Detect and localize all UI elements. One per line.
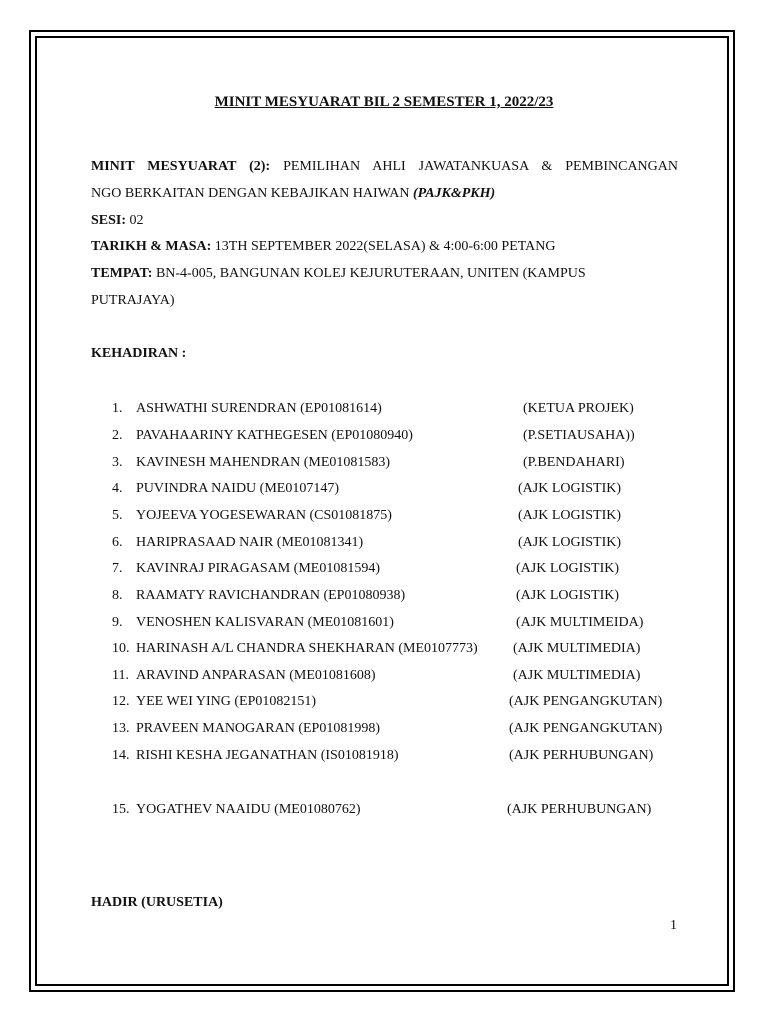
attendee-number: 9. [112,615,123,630]
attendee-number: 1. [112,401,123,416]
kehadiran-heading: KEHADIRAN : [91,346,187,361]
attendee-name: YOJEEVA YOGESEWARAN (CS01081875) [136,508,392,523]
attendee-name: PAVAHAARINY KATHEGESEN (EP01080940) [136,428,413,443]
attendee-role: (P.BENDAHARI) [523,455,625,470]
attendee-name: VENOSHEN KALISVARAN (ME01081601) [136,615,394,630]
attendee-role: (AJK PENGANGKUTAN) [509,721,663,736]
sesi-line [91,214,144,228]
attendee-number: 8. [112,588,123,603]
attendee-name: RAAMATY RAVICHANDRAN (EP01080938) [136,588,406,603]
tarikh-value: 13TH SEPTEMBER 2022(SELASA) & 4:00-6:00 PETANG [214,239,556,254]
attendee-name: HARINASH A/L CHANDRA SHEKHARAN (ME0107773) [136,641,478,656]
minit-line-1 [91,160,678,174]
attendee-role: (AJK LOGISTIK) [516,561,620,576]
attendee-number: 14. [112,748,130,763]
attendee-number: 10. [112,641,130,656]
tempat-value-line2: PUTRAJAYA) [91,293,175,308]
attendee-number: 13. [112,721,130,736]
attendee-number: 12. [112,694,130,709]
attendee-number: 2. [112,428,123,443]
attendee-role: (AJK MULTIMEDIA) [513,668,641,683]
tempat-label: TEMPAT: [91,266,153,281]
minit-abbr: (PAJK&PKH) [413,186,496,201]
attendee-number: 4. [112,481,123,496]
attendee-name: YEE WEI YING (EP01082151) [136,694,317,709]
attendee-role: (P.SETIAUSAHA)) [523,428,635,443]
attendee-name: KAVINRAJ PIRAGASAM (ME01081594) [136,561,380,576]
minit-text-line1: PEMILIHAN AHLI JAWATANKUASA & PEMBINCANGAN [283,159,678,174]
attendee-role: (AJK PERHUBUNGAN) [509,748,654,763]
attendee-role: (AJK LOGISTIK) [518,481,622,496]
sesi-label: SESI: [91,213,127,228]
document-title: MINIT MESYUARAT BIL 2 SEMESTER 1, 2022/23 [214,94,554,110]
attendee-number: 7. [112,561,123,576]
attendee-number: 5. [112,508,123,523]
tempat-value-line1: BN-4-005, BANGUNAN KOLEJ KEJURUTERAAN, UNITEN (KAMPUS [155,266,586,281]
attendee-role: (AJK LOGISTIK) [518,508,622,523]
attendee-name: YOGATHEV NAAIDU (ME01080762) [136,802,361,817]
attendee-name: ARAVIND ANPARASAN (ME01081608) [136,668,376,683]
tempat-line-1 [91,267,586,281]
attendee-name: ASHWATHI SURENDRAN (EP01081614) [136,401,382,416]
attendee-role: (AJK PERHUBUNGAN) [507,802,652,817]
attendee-number: 3. [112,455,123,470]
attendee-name: HARIPRASAAD NAIR (ME01081341) [136,535,364,550]
attendee-name: PUVINDRA NAIDU (ME0107147) [136,481,339,496]
attendee-name: RISHI KESHA JEGANATHAN (IS01081918) [136,748,399,763]
attendee-name: PRAVEEN MANOGARAN (EP01081998) [136,721,380,736]
attendee-role: (KETUA PROJEK) [523,401,634,416]
hadir-heading: HADIR (URUSETIA) [91,895,223,910]
attendee-number: 15. [112,802,130,817]
attendee-role: (AJK MULTIMEDIA) [513,641,641,656]
attendee-role: (AJK LOGISTIK) [518,535,622,550]
attendee-role: (AJK PENGANGKUTAN) [509,694,663,709]
sesi-value: 02 [129,213,144,228]
minit-text-line2: NGO BERKAITAN DENGAN KEBAJIKAN HAIWAN [91,186,410,201]
tempat-line-2 [91,294,175,308]
page-number: 1 [670,918,677,933]
attendee-role: (AJK MULTIMEIDA) [516,615,644,630]
attendee-number: 11. [112,668,129,683]
attendee-name: KAVINESH MAHENDRAN (ME01081583) [136,455,391,470]
tarikh-line [91,240,556,254]
tarikh-label: TARIKH & MASA: [91,239,212,254]
minit-label: MINIT MESYUARAT (2): [91,159,271,174]
attendee-role: (AJK LOGISTIK) [516,588,620,603]
attendee-number: 6. [112,535,123,550]
minit-line-2 [91,187,495,201]
